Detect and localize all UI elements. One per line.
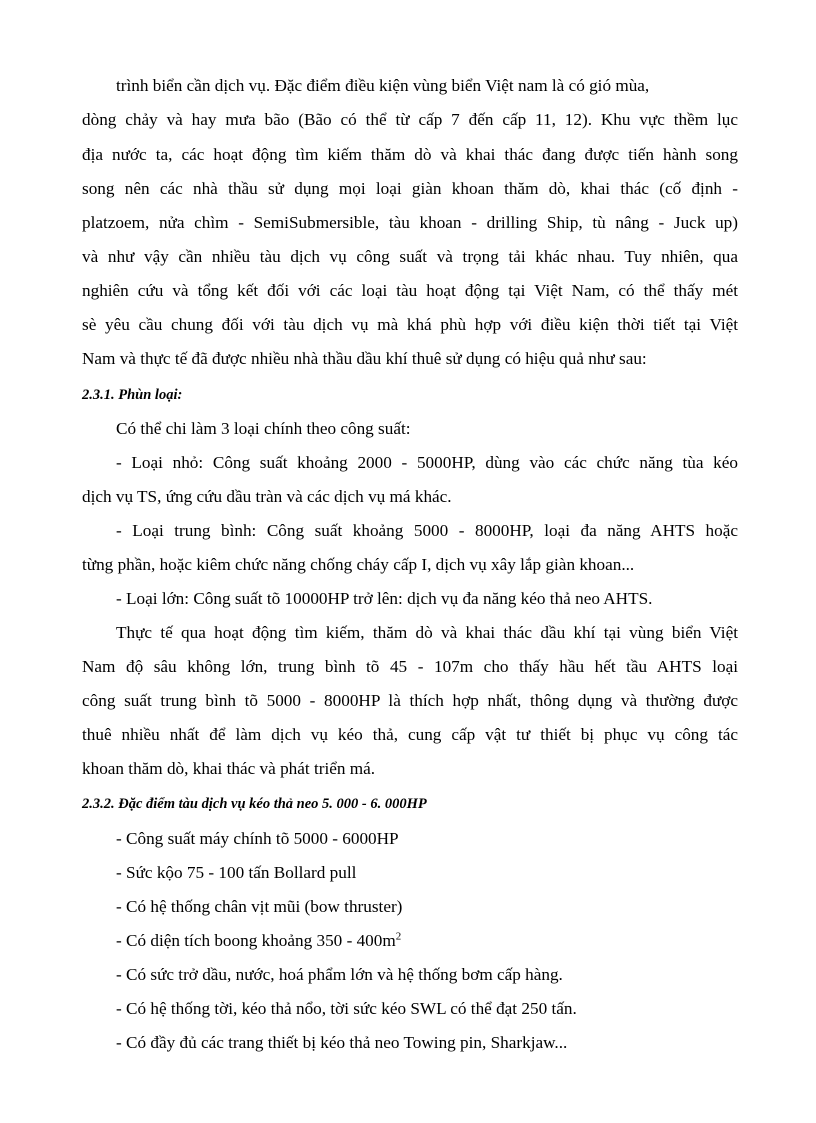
list-item-line: - Loại trung bình: Công suất khoảng 5000 - 8000HP, loại đa năng AHTS hoặc — [116, 521, 738, 540]
paragraph-line: trình biển cần dịch vụ. Đặc điểm điều kiện vùng biển Việt nam là có gió mùa, — [116, 76, 650, 95]
paragraph-line: và như vậy cần nhiều tàu dịch vụ công suất và trọng tải khác nhau. Tuy nhiên, qua — [82, 247, 738, 266]
paragraph-line: Nam độ sâu không lớn, trung bình tõ 45 - 107m cho thấy hầu hết tầu AHTS loại — [82, 657, 738, 676]
area-superscript: 2 — [395, 930, 402, 943]
spec-item: - Có hệ thống chân vịt mũi (bow thruster) — [116, 897, 403, 916]
spec-item: - Công suất máy chính tõ 5000 - 6000HP — [116, 829, 399, 848]
section-heading: 2.3.2. Đặc điểm tàu dịch vụ kéo thả neo 5. 000 - 6. 000HP — [82, 796, 427, 812]
paragraph-line: platzoem, nửa chìm - SemiSubmersible, tàu khoan - drilling Ship, tù nâng - Juck up) — [82, 213, 738, 232]
paragraph-line: thuê nhiều nhất để làm dịch vụ kéo thả, cung cấp vật tư thiết bị phục vụ công tác — [82, 725, 738, 744]
paragraph-line: nghiên cứu và tổng kết đối với các loại tàu hoạt động tại Việt Nam, có thể thấy mét — [82, 281, 738, 300]
section-heading: 2.3.1. Phùn loại: — [82, 387, 183, 403]
spec-item: - Có hệ thống tời, kéo thả nổo, tời sức kéo SWL có thể đạt 250 tấn. — [116, 999, 577, 1018]
spec-item: - Có sức trở dầu, nước, hoá phẩm lớn và hệ thống bơm cấp hàng. — [116, 965, 563, 984]
paragraph-line: Có thể chi làm 3 loại chính theo công suất: — [116, 419, 411, 438]
paragraph-line: sè yêu cầu chung đối với tàu dịch vụ mà khá phù hợp với điều kiện thời tiết tại Việt — [82, 315, 738, 334]
paragraph-line: Thực tế qua hoạt động tìm kiếm, thăm dò và khai thác dầu khí tại vùng biển Việt — [116, 623, 738, 642]
list-item-line: dịch vụ TS, ứng cứu dầu tràn và các dịch vụ má khác. — [82, 487, 452, 506]
paragraph-line: công suất trung bình tõ 5000 - 8000HP là thích hợp nhất, thông dụng và thường được — [82, 691, 738, 710]
list-item-line: từng phần, hoặc kiêm chức năng chống cháy cấp I, dịch vụ xây lắp giàn khoan... — [82, 555, 635, 574]
paragraph-line: địa nước ta, các hoạt động tìm kiếm thăm dò và khai thác đang được tiến hành song — [82, 145, 738, 164]
paragraph-line: song nên các nhà thầu sử dụng mọi loại giàn khoan thăm dò, khai thác (cố định - — [82, 179, 738, 198]
spec-item: - Có đầy đủ các trang thiết bị kéo thả neo Towing pin, Sharkjaw... — [116, 1033, 568, 1052]
list-item-line: - Loại lớn: Công suất tõ 10000HP trở lên: dịch vụ đa năng kéo thả neo AHTS. — [116, 589, 653, 608]
paragraph-line: khoan thăm dò, khai thác và phát triển má. — [82, 759, 376, 778]
spec-item: - Sức kộo 75 - 100 tấn Bollard pull — [116, 863, 357, 882]
spec-item — [116, 931, 401, 951]
spec-item-text: - Có diện tích boong khoảng 350 - 400m — [116, 931, 396, 950]
paragraph-line: dòng chảy và hay mưa bão (Bão có thể từ cấp 7 đến cấp 11, 12). Khu vực thềm lục — [82, 110, 738, 129]
list-item-line: - Loại nhỏ: Công suất khoảng 2000 - 5000HP, dùng vào các chức năng tùa kéo — [116, 453, 738, 472]
paragraph-line: Nam và thực tế đã được nhiều nhà thầu dầu khí thuê sử dụng có hiệu quả như sau: — [82, 349, 647, 368]
